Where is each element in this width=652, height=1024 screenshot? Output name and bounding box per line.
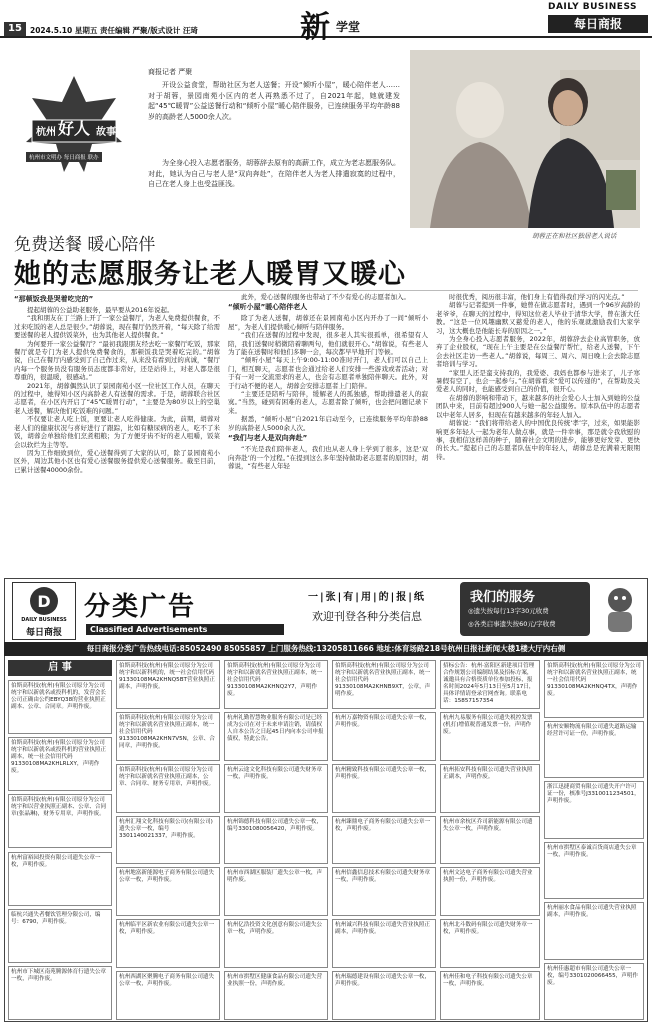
classified-ad: 杭州市拱墅区健康食品有限公司遗失营业执照一份，声明作废。 [224,971,328,1020]
story-paragraph: 因为工作细致到位，爱心送餐得到了大家的认可，除了景园南苑小区外，周边其他小区也有爱心送餐服务提供爱心送餐服务。截至目前，已累计送餐40000余份。 [14,448,220,474]
classified-ad: 杭州汇翔文化科技有限公司(有限公司)遗失公章一枚，编号3301140021337，声明作废。 [116,816,220,865]
classified-ad: 伯斯高科技(杭州)有限公司原分为公司统宇和以新就名营业执照正副本，统一社会信用代码91330108MA2KHN7V5N，公章、合同章，声明作废。 [116,712,220,761]
section-logo: 新 [300,10,330,45]
classified-ad: 杭州信鑫信息技术有限公司遗失财务章一枚，声明作废。 [332,867,436,916]
classifieds-banner [4,578,648,640]
headline-divider [14,290,638,291]
classified-ad: 杭州市余杭区乔司新能源有限公司遗失公章一枚，声明作废。 [440,816,540,865]
cls-paper-cn: 每日商报 [25,628,62,638]
classified-ad: 伯斯高科技(杭州)有限公司原分为公司统宇和以新就名或投科机的营业执照正副本，统一社会信用代码91330108MA2KHLRLXY，声明作废。 [8,737,112,791]
story-paragraph: “主要还是陪听与陪伴，缓解老人的孤独感，帮助排遣老人的寂寞。”当然，碰到有困难的老人，志愿者除了倾听，也会把问题记录下来。 [228,390,428,415]
story-paragraph: 提起胡蓉的公益助老服务，最早要从2016年说起。 [27,306,174,314]
byline: 商报记者 严聚 [148,68,193,76]
story-paragraph: 时很优秀，阅历很丰富，他们身上有值得我们学习的闪光点。” [449,293,625,301]
badge-line3: 故事 [96,127,116,138]
photo-illustration-icon [410,50,640,228]
classified-ad: 杭州佳惠超市有限公司遗失公章一枚，编号3301020066455，声明作废。 [544,963,644,1021]
section-logo-sub: 学堂 [336,20,361,34]
recruit-notice: 招标公告：杭州·富阳区新建项目管理合作规划公司编制结果及招标方案，诚邀具有合格资质单位参加投标，报名时间2024年5月13日至5月17日，具体详情请登录官网查询。联系电话：15857157354 [440,660,540,709]
story-paragraph: 不仅要让老人吃上饭，更要让老人吃得健康。为此，前期，胡蓉对老人们的健康状况与喜好进行了跟踪，比如有糖尿病的老人，吃不了米饭，胡蓉会单独给他们烹煮粗粮；为了方便牙齿不好的老人咀嚼，饭菜会以软烂为主等等。 [14,415,220,449]
classified-ad: 伯斯高科技(杭州)有限公司原分为公司统宇和以新就名或投科机的，发营会长公司正确由公约EBYQ38的营业执照正副本、公章、合同章。声明作废。 [8,680,112,734]
classified-ad: 浙江迅捷商贸有限公司遗失开户许可证一份，核准号J3310011234501，声明作废。 [544,781,644,839]
intro-paragraph-2: 为全身心投入志愿者服务，胡蓉辞去原有的高薪工作，成立为老志愿服务队。对此，她认为自己与老人是“双向奔赴”，在陪伴老人为老人排遣寂寞的过程中，自己在老人身上也受益匪浅。 [148,159,400,188]
cls-service-2: ◎各类启事遗失按60元/字收费 [468,620,556,628]
classified-ad: 伯斯高科技(杭州)有限公司原分为公司统宇和以新就名营业执照正副本，统一社会信用代码91330108MA2KHNB9XT，公章，声明作废。 [332,660,436,709]
story-paragraph: 除了为老人送餐，胡蓉还在景园南苑小区内开办了一间“倾听小屋”，为老人们提供暖心倾听与陪伴服务。 [228,314,428,331]
cls-service-title: 我们的服务 [470,590,536,605]
classified-ad: 杭州市拱墅区泰诚百货商店遗失公章一枚，声明作废。 [544,842,644,900]
paper-name-en: DAILY BUSINESS [548,2,638,12]
story-paragraph: 为何要开一家公益餐厅？“最初我跟朋友经去吃一家餐厅吃饭，那家餐厅就是专门为老人提供免费餐食的，那顿饭我是哭着吃完的。”胡蓉说，自己在餐厅内感受到了自己作过来，从来没有看到过的真诚，“餐厅内每一个服务员没有服务员态度都非常好，还是站得上，对老人都是很尊重的，很温暖，很感动。” [14,339,220,382]
paper-logo-icon [13,583,75,621]
classified-ad: 伯斯高科技(杭州)有限公司原分为公司统宇和以新就名营业执照正副本，统一社会信用代码91330108MA2KHNQ2Y7，声明作废。 [224,660,328,709]
classified-ad: 杭州佳和电子科技有限公司遗失公章一枚，声明作废。 [440,971,540,1020]
story-paragraph: 胡蓉说：“我们将带给老人的中国优良传统‘孝’字，过来，如果能影响更多年轻人一起为老年人做点事，就是一件幸事，那是就令我欣慰的事，我相信这样善的种子，随着社会文明的进步，能够更好发芽、更快的长大。”提起自己的志愿者队伍中的年轻人，胡蓉总是充满着无限期待。 [436,419,640,461]
classified-ad: 杭州云途文化科技有限公司遗失财务章一枚，声明作废。 [224,764,328,813]
story-paragraph: 在胡蓉的影响和带动下，越来越多的社会爱心人士加入到她的公益团队中来，目前有超过900人与她一起公益服务。原本队伍中的志愿者以中老年人居多，但现在有越来越多的年轻人加入。 [436,393,640,419]
dateline: 2024.5.10 星期五 责任编辑 严聚/版式设计 汪琦 [30,26,198,35]
svg-text:D: D [37,592,51,611]
cls-slogan-bottom: 欢迎刊登各种分类信息 [312,610,422,623]
story-paragraph: “家里人还是蛮支持我的，我爱婆、我妈也都参与进来了，儿子寒暑假有空了，也会一起参与。”在胡蓉看来“爱可以传递的”，在帮助及关爱老人的同时，也能感受到自己的价值，很开心。 [436,368,640,394]
classifieds-hotline: 每日商报分类广告热线电话:85052490 85055857 上门服务热线:13205811666 地址:体育场路218号杭州日报社新闻大楼1楼大厅内右侧 [4,642,648,656]
story-headline: 她的志愿服务让老人暖胃又暖心 [14,259,406,290]
story-photo [410,50,640,228]
classified-ad: 伯斯高科技(杭州)有限公司原分为公司统宇和以新就名营业执照正副本，统一社会信用代码91330108MA2KHNQ4TX，声明作废。 [544,660,644,718]
classified-ad: 杭州瑞德建设有限公司遗失公章一枚，声明作废。 [332,971,436,1020]
ad-column-5 [440,660,540,1020]
classified-ad: 伯斯高科技(杭州)有限公司原分为公司统宇和以新就名营业执照正副本，公章、合同章、财务专用章，声明作废。 [116,764,220,813]
classified-ad: 伯斯高科技(杭州)有限公司原分为公司统宇和以营业执照正副本、公章、合同章(张晶琳)，财务专用章，声明作废。 [8,794,112,848]
page-number: 15 [4,22,26,36]
story-paragraph: “倾听小屋”每天上午9:00-11:00准时开门，老人们可以自己上门，相互聊天，志愿者也会通过给老人们安排一些游戏或者活动；对于有一对一交流需求的老人，也会有志愿者单独陪伴聊天。此外，对于行动不便的老人，胡蓉会安排志愿者上门陪伴。 [228,356,428,390]
notice-heading: 启 事 [8,660,112,676]
classified-ad: 杭州礼勤智慧物业服务有限公司是已经成为公司在对于未来申请注销，请债权人自本公告之日起45日内向本公司申报债权，特此公告。 [224,712,328,761]
story-column-2 [228,293,428,577]
classified-ad: 杭州安顺物流有限公司遗失道路运输经营许可证一份，声明作废。 [544,721,644,779]
classified-ad: 杭州富裕园投资有限公司遗失公章一枚，声明作废。 [8,852,112,906]
badge-footer: 杭州市文明办 每日商报 联办 [26,152,102,162]
classified-ad: 杭州市西湖区服装厂遗失公章一枚，声明作废。 [224,867,328,916]
story-paragraph: “不光是我们陪伴老人，我们也从老人身上学到了很多，这是‘双向奔赴’的一个过程。”在提到这么多年坚持做助老志愿者的原因时，胡蓉说，“有些老人年轻 [228,445,428,470]
ad-column-3 [224,660,328,1020]
ad-column-1 [8,680,112,1020]
story-kicker: 免费送餐 暖心陪伴 [14,235,156,255]
photo-caption: 胡蓉正在和社区独居老人说话 [532,232,617,240]
story-paragraph: “我和朋友在丁兰路上开了一家公益餐厅，为老人免费提供餐食，不过来吃饭的老人总是很少。”胡蓉说，现在餐厅仍然开着，“每天除了给需要送餐的老人提供饭菜外，也为其他老人提供餐食。” [14,314,220,340]
story-column-1 [14,293,220,577]
intro-paragraph-1: 开设公益食堂，帮助社区为老人送餐；开设“倾听小屋”，暖心陪伴老人……对于胡蓉，景园南苑小区内的老人再熟悉不过了，自2021年起，她就建发起“45℃暖胃”公益送餐行动和“倾听小屋”暖心陪伴服务，已连续服务平均年龄88岁的高龄老人5000余人次。 [148,81,400,121]
classified-ad: 杭州西湖区聚腾电子商务有限公司遗失公章一枚，声明作废。 [116,971,220,1020]
classified-ad: 杭州地富新能源电子商务有限公司遗失公章一枚，声明作废。 [116,867,220,916]
hangzhou-good-people-badge [18,72,130,176]
mascot-icon [596,584,644,636]
classifieds-paper-logo [12,582,76,640]
classified-ad: 伯斯高科技(杭州)有限公司原分为公司统宇和以新科机的，统一社会信用代码91330108MA2KHNQ5BT营业执照正副本，声明作废。 [116,660,220,709]
story-paragraph: 据悉，“倾听小屋”自2021年启动至今，已连续服务平均年龄88岁的高龄老人5000余人次。 [228,415,428,432]
cls-service-box [460,582,590,636]
ad-column-6 [544,660,644,1020]
classified-ad: 临杭兴通失者餐饮管理分限公司，编号：6790，声明作废。 [8,909,112,963]
ad-column-2 [116,660,220,1020]
classified-ad: 杭州文达电子商务有限公司遗失营业执照一份，声明作废。 [440,867,540,916]
classified-ad: 杭州臻鼎电子商务有限公司遗失公章一枚，声明作废。 [332,816,436,865]
story-paragraph: 此外，爱心送餐的服务也带动了不少有爱心的志愿者加入。 [241,293,410,301]
classified-ad: 杭州万嘉物资有限公司遗失公章一枚，声明作废。 [332,712,436,761]
cls-paper-en: DAILY BUSINESS [21,617,67,623]
classified-ad: 杭州临平区新农业有限公司遗失公章一枚，声明作废。 [116,919,220,968]
story-subheading: “我们与老人是双向奔赴” [228,434,308,443]
cls-title-en: Classified Advertisements [86,624,284,635]
cls-slogan-top: 一|张|有|用|的|报|纸 [308,592,426,603]
classified-ad: 杭州九易服务有限公司遗失税控发票(机打)增值税普通发票一份，声明作废。 [440,712,540,761]
paper-name-cn: 每日商报 [548,15,648,33]
story-subheading: “倾听小屋”暖心陪伴老人 [228,303,308,312]
story-paragraph: 胡蓉与记者提到一件事，她曾在做志愿者时，遇到一个96岁高龄的老爷爷，在聊天的过程中，得知这位老人毕业于清华大学，曾在浙大任教。“这是一位风趣幽默又慈爱的老人，他的乐观就激励我们大家学习，这大概也是他能长寿的原因之一。” [436,301,640,335]
badge-line2: 好人 [58,119,91,138]
classified-ad: 杭州精致科技有限公司遗失公章一枚，声明作废。 [332,764,436,813]
classified-ad: 杭州丽水食品有限公司遗失营业执照副本，声明作废。 [544,902,644,960]
cls-title-cn: 分类广告 [84,592,197,622]
story-paragraph: 为全身心投入志愿者服务，2022年，胡蓉辞去企业高管职务，放弃了企业股权，“现在上午主要是在公益餐厅帮忙，给老人送餐，下午会去社区走访一些老人。”胡蓉说，每周三、周六、周日晚上会去除志愿者培训与学习。 [436,335,640,369]
classified-ad: 杭州亿浩投资文化创意有限公司遗失公章一枚，声明作废。 [224,919,328,968]
classified-ad: 杭州北斗数码有限公司遗失财务章一枚，声明作废。 [440,919,540,968]
ad-column-4 [332,660,436,1020]
classified-ad: 杭州锦德科技有限公司遗失公章一枚，编号3301080056420，声明作废。 [224,816,328,865]
classified-ad: 杭州拓安科技有限公司遗失营业执照正副本，声明作废。 [440,764,540,813]
badge-line1: 杭州 [36,127,56,138]
story-paragraph: “我们在送餐的过程中发现，很多老人其实很孤单，很希望有人陪，我们送餐时稍微陪着聊两句，他们就很开心。”胡蓉说，有些老人为了能在送餐时和他们多聊一会，每次都早早地开门等候。 [228,331,428,357]
story-subheading: “那顿饭我是哭着吃完的” [14,295,94,303]
story-column-3 [436,293,640,577]
story-paragraph: 2021年，胡蓉偶然认识了景园南苑小区一位社区工作人员，在聊天的过程中，她得知小区内高龄老人有送餐的需求。于是，胡蓉联合社区志愿者，在小区内开启了“45℃暖胃行动”，“主要是为80岁以上的空巢老人送餐，解决他们吃饭难的问题。” [14,381,220,415]
cls-service-1: ◎遗失按每行13字30元收费 [468,607,549,615]
classified-ad: 杭州市下城区南苑腾源体育行遗失公章一枚，声明作废。 [8,966,112,1020]
classified-ad: 杭州诚兴科技有限公司遗失营业执照正副本，声明作废。 [332,919,436,968]
